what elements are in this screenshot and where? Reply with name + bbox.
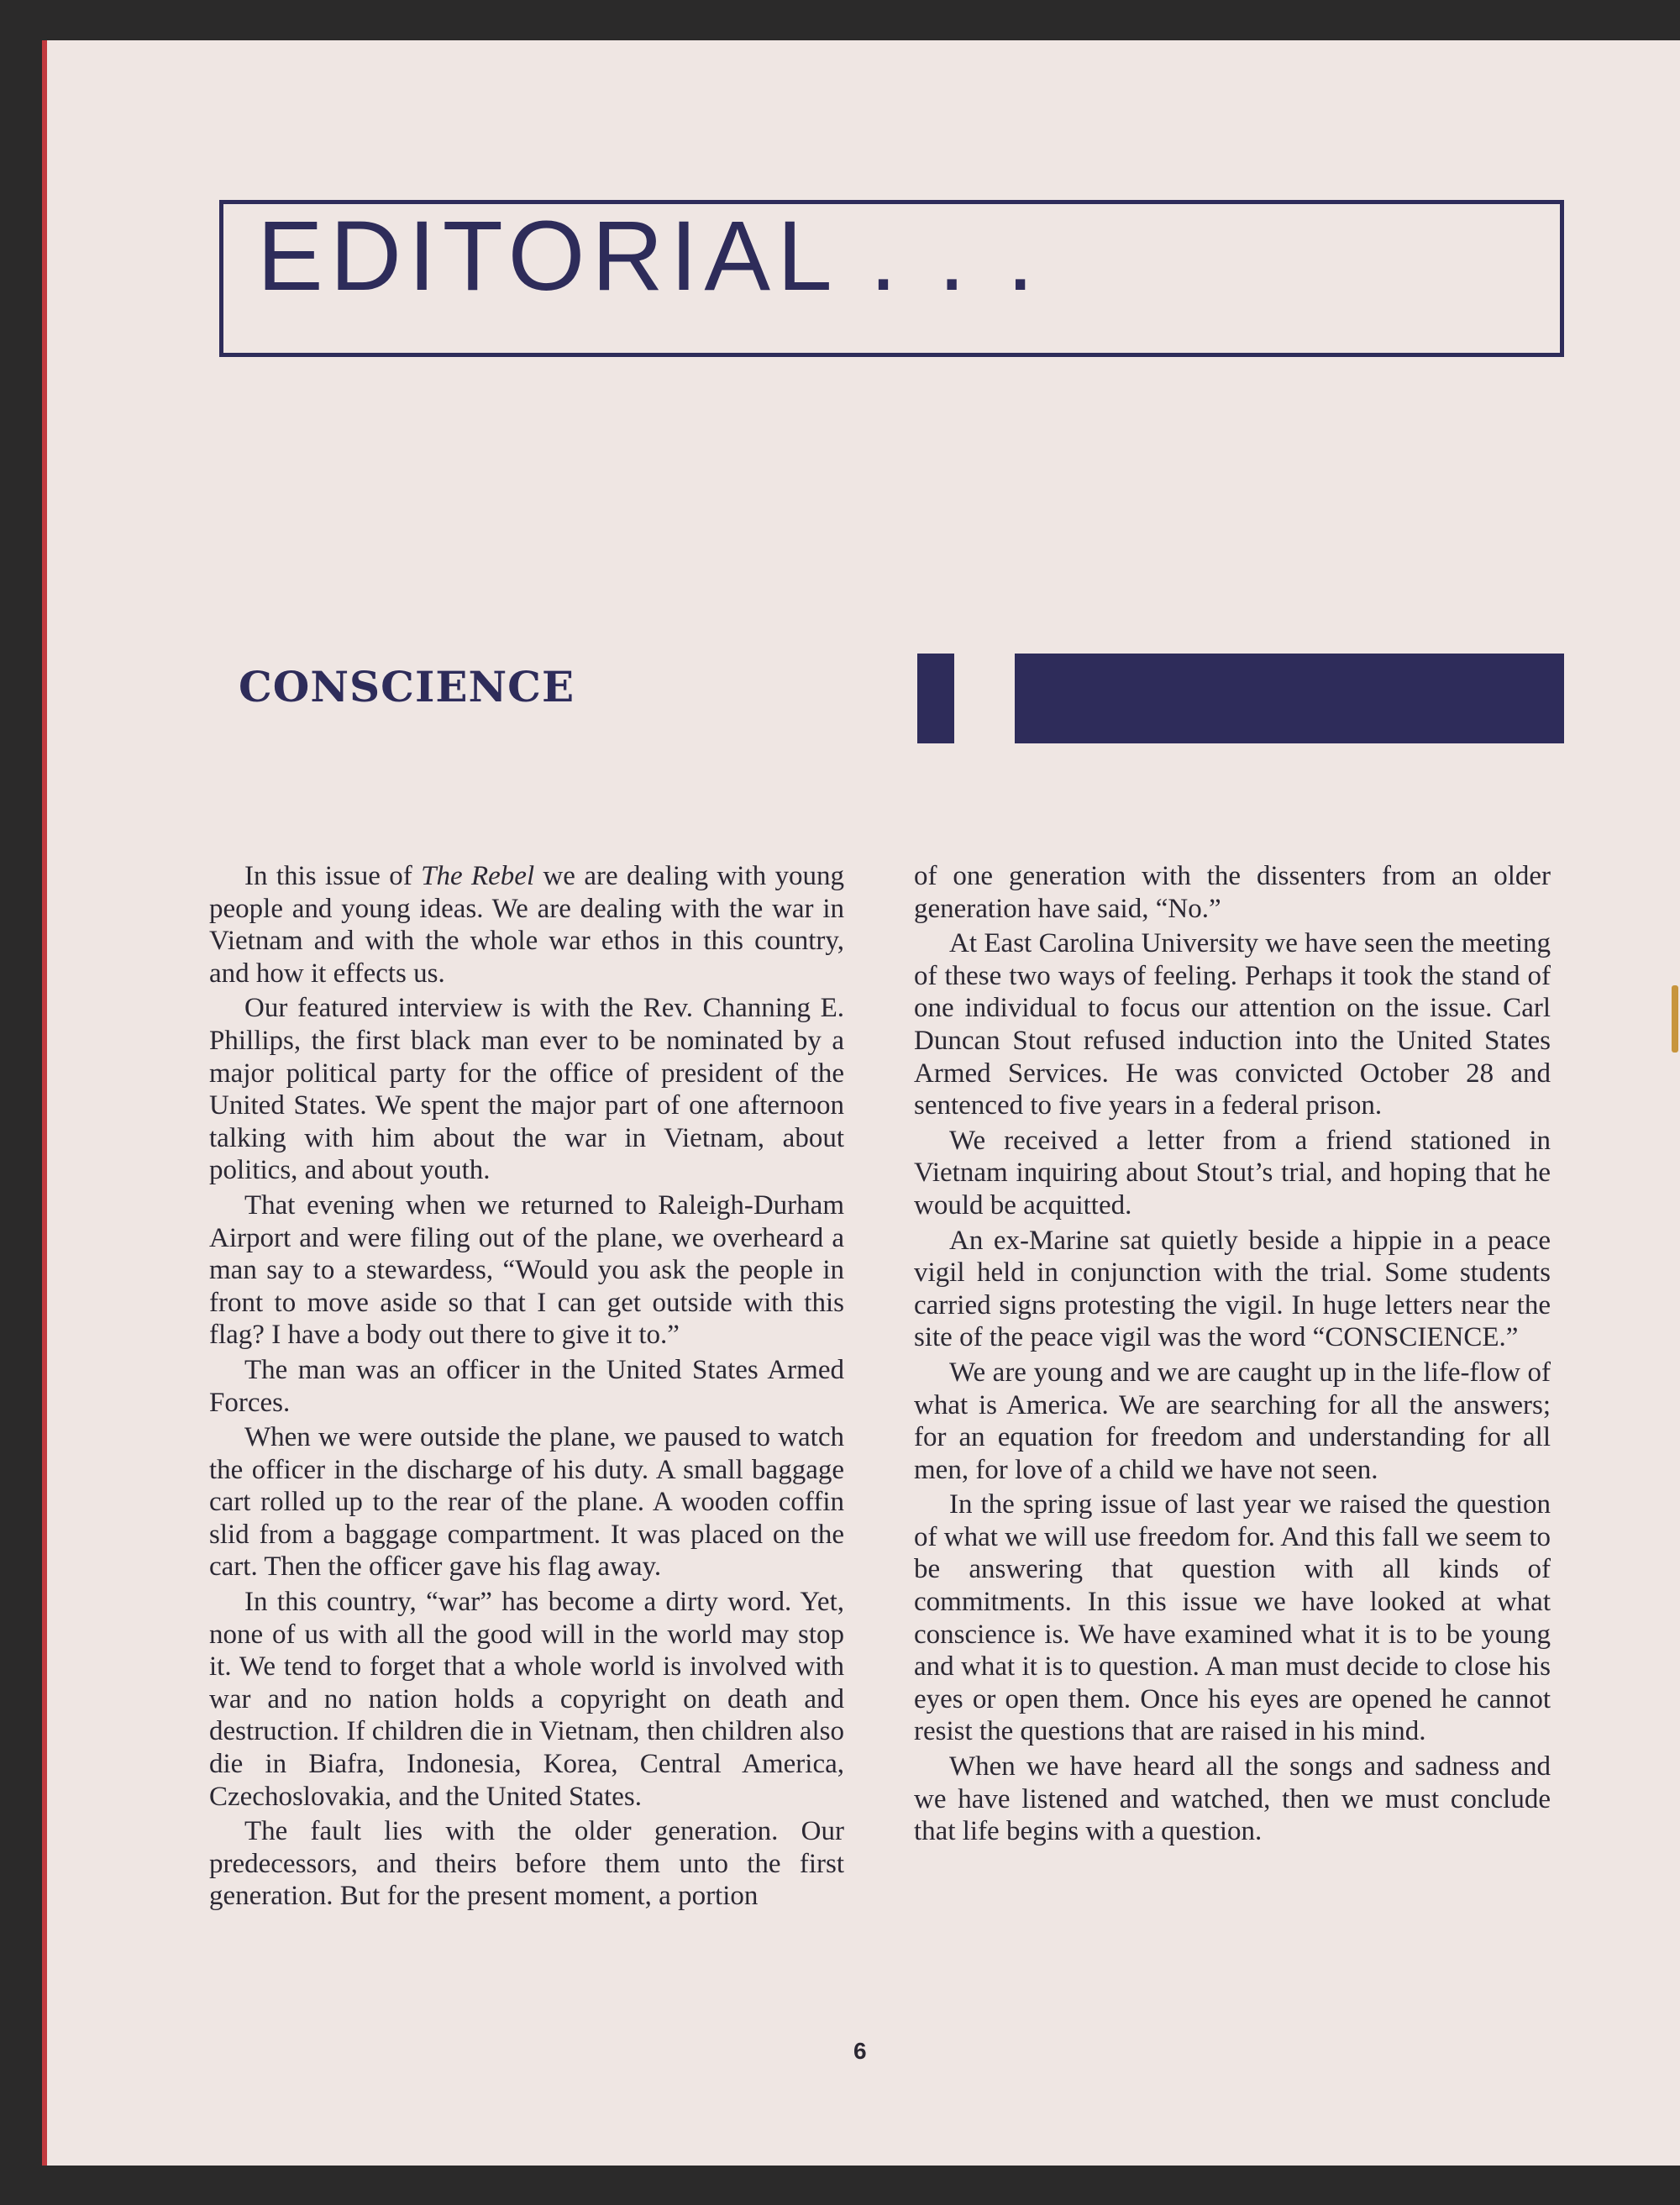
paragraph: Our featured interview is with the Rev. Channing E. Phillips, the first black man ever to be nominated by a major political party for the office of president of the United States. We spent the major part of one afternoon talking with him about the war in Vietnam, about politics, and about youth. bbox=[209, 993, 844, 1186]
paragraph: At East Carolina University we have seen the meeting of these two ways of feeling. Perhaps it took the stand of one individual to focus our attention on the issue. Carl Duncan Stout refused induction into the United States Armed Services. He was convicted October 28 and sentenced to five years in a federal prison. bbox=[914, 928, 1551, 1121]
left-column bbox=[209, 860, 844, 1915]
magazine-title: The Rebel bbox=[421, 861, 535, 891]
paragraph: An ex-Marine sat quietly beside a hippie in a peace vigil held in conjunction with the trial. Some students carried signs protesting the vigil. In huge letters near the site of the peace vigil was the word “CONSCIENCE.” bbox=[914, 1225, 1551, 1353]
paragraph: of one generation with the dissenters from an older generation have said, “No.” bbox=[914, 861, 1551, 924]
paragraph: When we were outside the plane, we paused to watch the officer in the discharge of his duty. A small baggage cart rolled up to the rear of the plane. A wooden coffin slid from a baggage compartment. It was placed on the cart. Then the officer gave his flag away. bbox=[209, 1422, 844, 1583]
paragraph: In the spring issue of last year we raised the question of what we will use freedom for. And this fall we seem to be answering that question with all kinds of commitments. In this issue we have looked at what conscience is. We have examined what it is to be young and what it is to question. A man must decide to close his eyes or open them. Once his eyes are opened he cannot resist the questions that are raised in his mind. bbox=[914, 1489, 1551, 1747]
right-column bbox=[914, 860, 1551, 1851]
paragraph: We are young and we are caught up in the life-flow of what is America. We are searching for all the answers; for an equation for freedom and understanding for all men, for love of a child we have not seen. bbox=[914, 1357, 1551, 1485]
paragraph: The fault lies with the older generation. Our predecessors, and theirs before them unto the first generation. But for the present moment, a portion bbox=[209, 1816, 844, 1912]
paragraph: We received a letter from a friend stationed in Vietnam inquiring about Stout’s trial, and hoping that he would be acquitted. bbox=[914, 1125, 1551, 1221]
magazine-page bbox=[42, 40, 1680, 2166]
paragraph: In this issue of The Rebel we are dealing with young people and young ideas. We are dealing with the war in Vietnam and with the whole war ethos in this country, and how it effects us. bbox=[209, 861, 844, 989]
staple-rust-mark bbox=[1672, 985, 1678, 1053]
editorial-title: EDITORIAL . . . bbox=[257, 201, 1042, 312]
decorative-bar-large bbox=[1015, 654, 1564, 743]
paragraph: When we have heard all the songs and sadness and we have listened and watched, then we must conclude that life begins with a question. bbox=[914, 1751, 1551, 1847]
paragraph: In this country, “war” has become a dirty word. Yet, none of us with all the good will in the world may stop it. We tend to forget that a whole world is involved with war and no nation holds a copyright on death and destruction. If children die in Vietnam, then children also die in Biafra, Indonesia, Korea, Central America, Czechoslovakia, and the United States. bbox=[209, 1587, 844, 1812]
decorative-bar-small bbox=[917, 654, 954, 743]
page-number: 6 bbox=[853, 2038, 867, 2064]
editorial-header-box bbox=[219, 200, 1564, 357]
section-title: CONSCIENCE bbox=[239, 662, 575, 711]
paragraph: The man was an officer in the United States Armed Forces. bbox=[209, 1354, 844, 1418]
paragraph: That evening when we returned to Raleigh-Durham Airport and were filing out of the plane, we overheard a man say to a stewardess, “Would you ask the people in front to move aside so that I can get outside with this flag? I have a body out there to give it to.” bbox=[209, 1189, 844, 1351]
